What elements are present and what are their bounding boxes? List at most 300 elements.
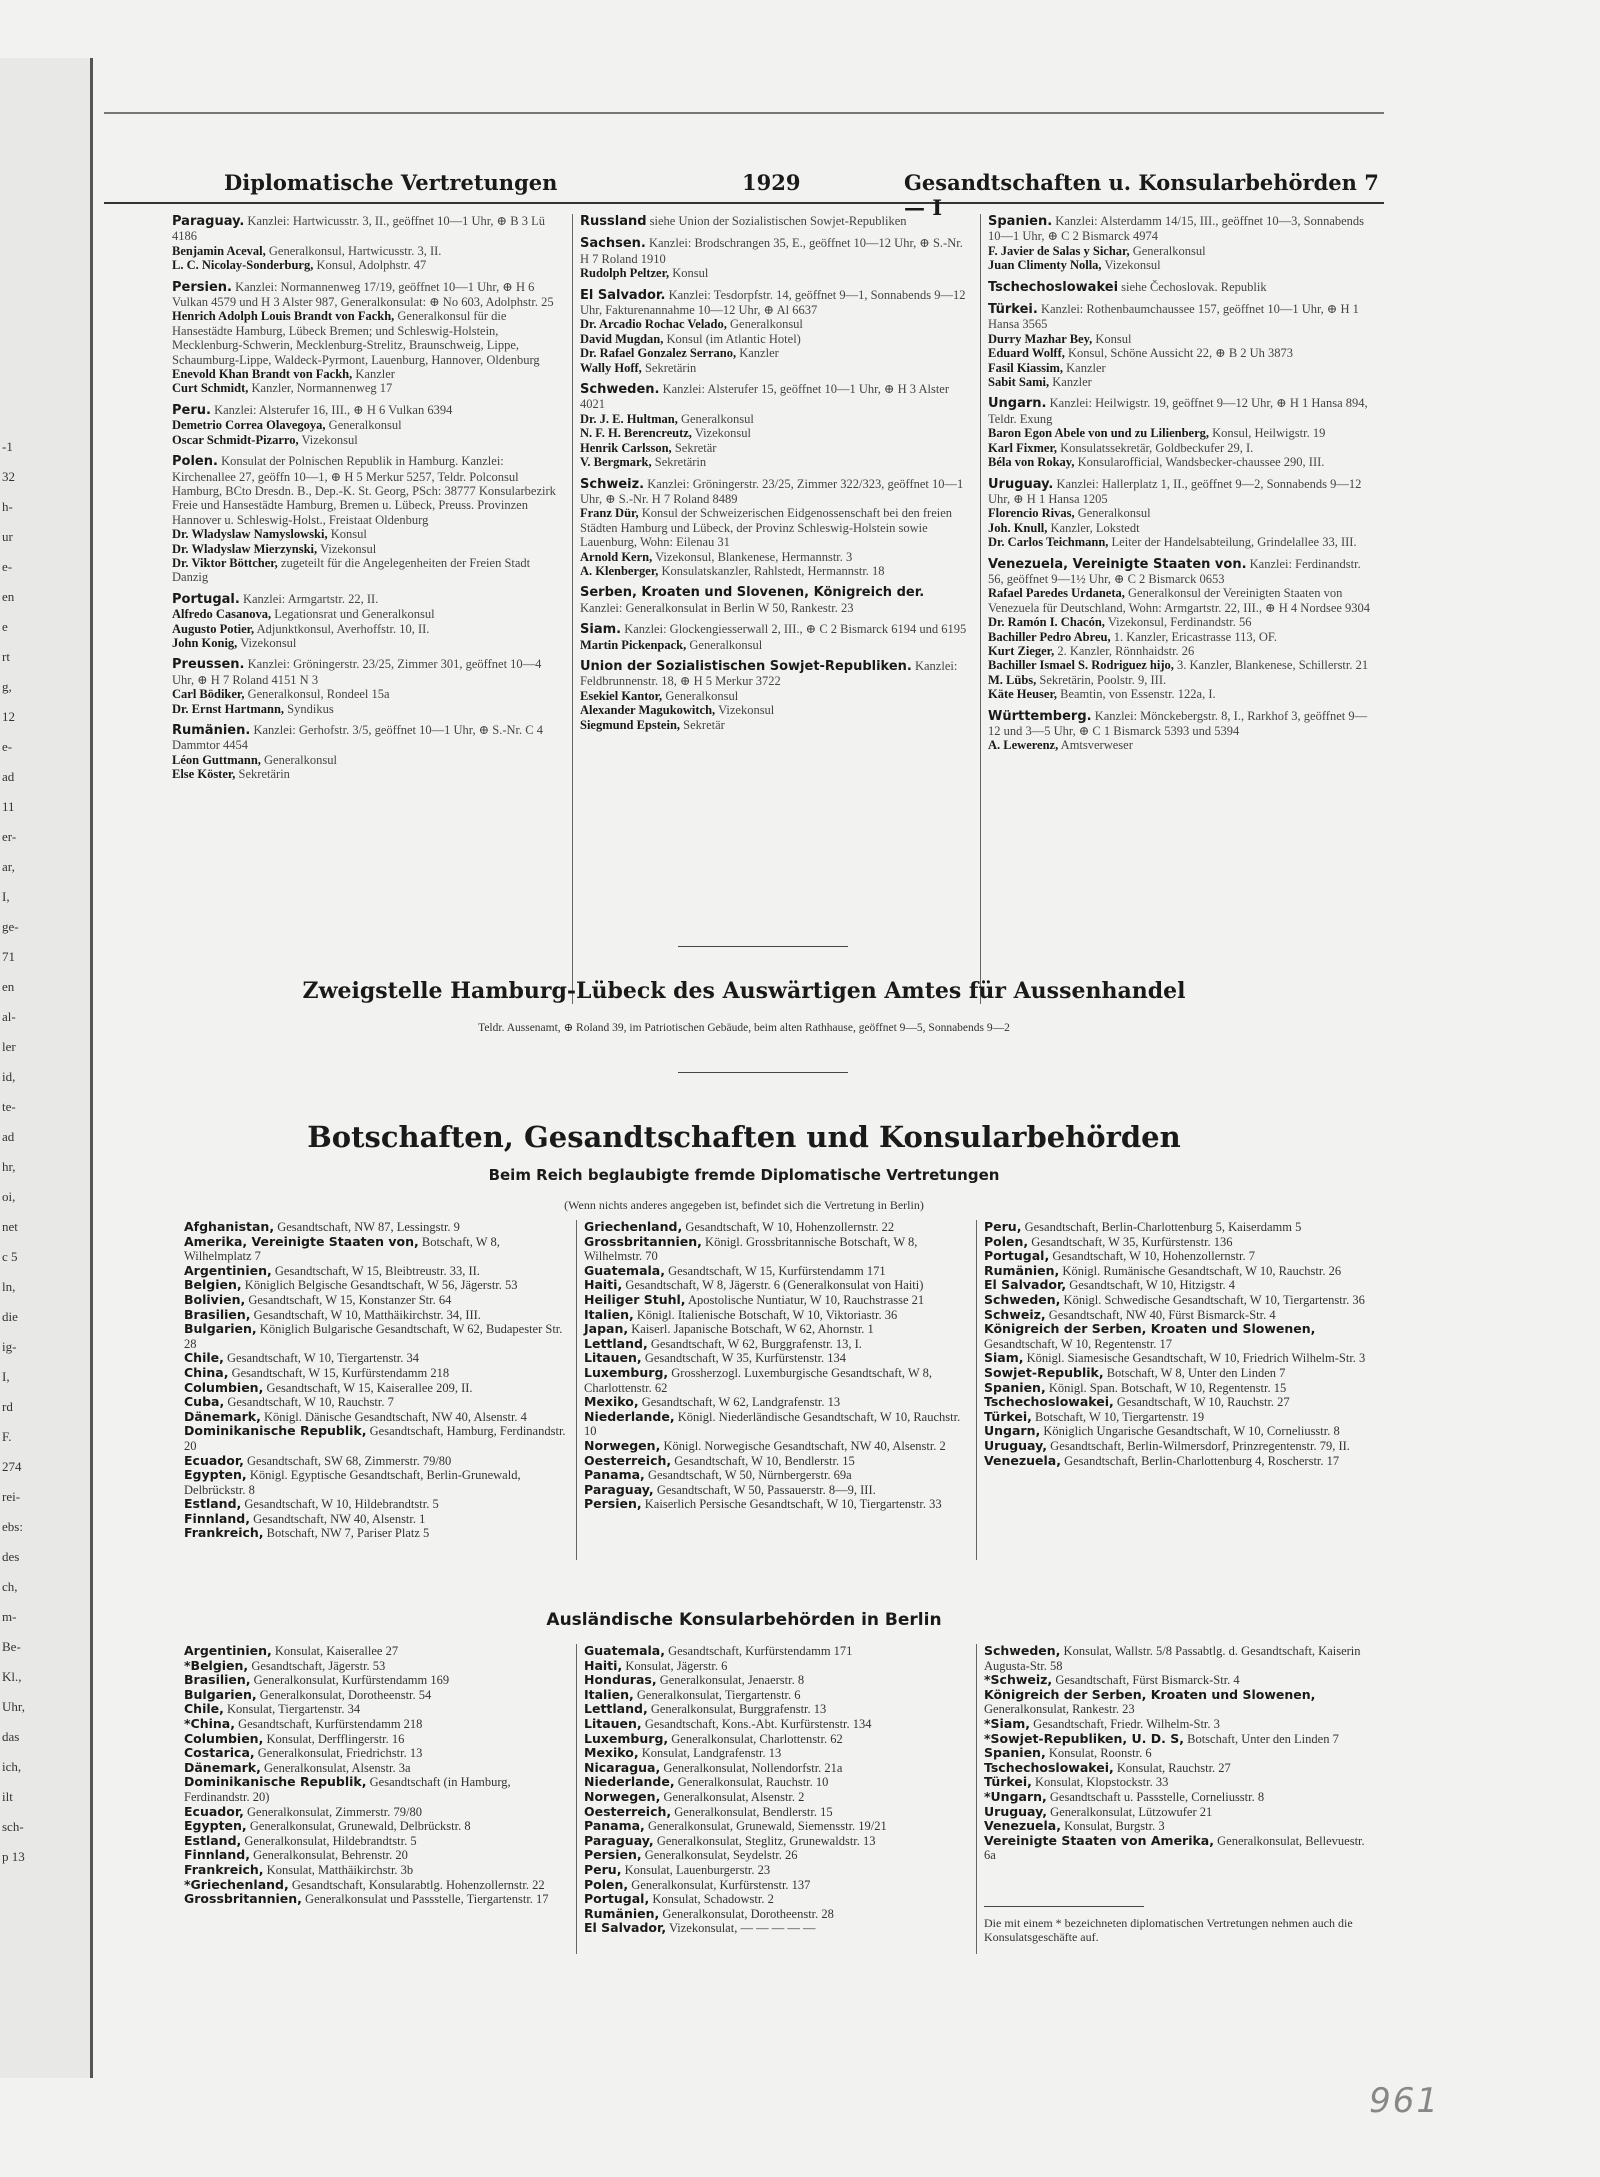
staff-role: Konsul der Schweizerischen Eidgenossenschaft bei den freien Städten Hamburg und Lübeck, der Provinz Schleswig-Holstein sowie Lauenburg, Wohn: Eilenau 31 [580,506,953,550]
address-details: Botschaft, W 8, Wilhelmplatz 7 [184,1234,500,1264]
staff-row [172,556,560,585]
country-name: Portugal, [584,1891,650,1907]
strip-fragment: 12 [2,709,15,724]
country-name: *Belgien, [184,1657,249,1673]
staff-name: Dr. Arcadio Rochac Velado, [580,317,727,332]
country-name: Preussen. [172,657,245,673]
office-details: Kanzlei: Glockengiesserwall 2, III., ⊕ C 2 Bismarck 6194 und 6195 [624,622,967,637]
list-item [584,1848,969,1863]
address-details: Generalkonsulat, Alsenstr. 2 [663,1789,805,1804]
list-item [584,1220,969,1235]
staff-role: 3. Kanzler, Blankenese, Schillerstr. 21 [1177,658,1369,673]
staff-role: Generalkonsul [680,411,754,426]
staff-role: Sekretär [674,440,717,455]
country-name: *China, [184,1715,235,1731]
country-name: China, [184,1364,229,1380]
country-name: Russland [580,214,647,229]
list-item [584,1322,969,1337]
strip-fragment: 32 [2,469,15,484]
strip-fragment: ich, [2,1759,22,1774]
list-item [984,1278,1369,1293]
office-details: Kanzlei: Generalkonsulat in Berlin W 50, Rankestr. 23 [580,600,854,615]
list-item [984,1454,1369,1469]
country-name: Türkei. [988,302,1038,318]
country-name: *Griechenland, [184,1876,289,1892]
konsular-column-3 [984,1644,1369,1863]
list-item [984,1732,1369,1747]
country-name: Bulgarien, [184,1321,257,1337]
address-details: Königl. Egyptische Gesandtschaft, Berlin-Grunewald, Delbrückstr. 8 [184,1468,521,1497]
country-name: Estland, [184,1832,242,1848]
staff-row [580,718,968,732]
country-name: Venezuela, [984,1452,1061,1468]
office-details: Kanzlei: Normannenweg 17/19, geöffnet 10—1 Uhr, ⊕ H 6 Vulkan 4579 und H 3 Alster 987, Generalkonsulat: ⊕ No 603, Adolphstr. 25 [172,279,554,310]
staff-role: Konsul, Heilwigstr. 19 [1212,426,1326,441]
staff-role: Konsul [1095,331,1132,346]
header-right: Gesandtschaften u. Konsularbehörden 7— I [904,170,1379,220]
strip-fragment: ilt [2,1789,13,1804]
address-details: Generalkonsulat, Kurfürstendamm 169 [253,1673,450,1688]
address-details: Vizekonsulat, — — — — — [669,1921,816,1936]
list-item [984,1424,1369,1439]
country-name: Columbien, [184,1379,264,1395]
address-details: Gesandtschaft, Konsularabtlg. Hohenzollernstr. 22 [291,1877,545,1892]
country-name: Venezuela, Vereinigte Staaten von. [988,556,1247,572]
staff-name: Henrich Adolph Louis Brandt von Fackh, [172,309,395,324]
staff-name: Dr. Ernst Hartmann, [172,701,285,716]
country-name: Amerika, Vereinigte Staaten von, [184,1233,419,1249]
staff-row [580,441,968,455]
list-item [184,1512,569,1527]
country-name: Dänemark, [184,1408,261,1424]
pencil-page-number: 961 [1369,2081,1440,2121]
address-details: Apostolische Nuntiatur, W 10, Rauchstrasse 21 [687,1292,925,1307]
country-name: Italien, [584,1306,634,1322]
country-name: El Salvador. [580,287,666,303]
list-item [584,1659,969,1674]
staff-row [172,381,560,395]
address-details: Generalkonsulat, Grunewald, Delbrückstr. 8 [249,1819,471,1834]
address-details: Generalkonsulat, Burggrafenstr. 13 [650,1702,827,1717]
staff-row [580,346,968,360]
botschaften-note: (Wenn nichts anderes angegeben ist, befindet sich die Vertretung in Berlin) [564,1198,924,1212]
consulate-entry [580,382,968,469]
office-details: siehe Union der Sozialistischen Sowjet-Republiken [649,214,907,228]
staff-row [580,361,968,375]
country-name: Peru, [584,1861,622,1877]
address-details: Generalkonsulat, Tiergartenstr. 6 [636,1687,801,1702]
separator-line [678,946,848,947]
header-left: Diplomatische Vertretungen [224,170,558,195]
country-name: Costarica, [184,1745,255,1761]
strip-fragment: c 5 [2,1249,18,1264]
list-item [584,1761,969,1776]
staff-name: Rafael Paredes Urdaneta, [988,586,1125,601]
staff-row [580,564,968,578]
list-item [584,1863,969,1878]
address-details: Konsulat, Matthäikirchstr. 3b [266,1862,414,1877]
staff-name: Alexander Magukowitch, [580,703,716,718]
address-details: Gesandtschaft, W 10, Rauchstr. 7 [227,1395,394,1410]
staff-role: Syndikus [287,701,334,716]
zweigstelle-subtitle: Teldr. Aussenamt, ⊕ Roland 39, im Patriotischen Gebäude, beim alten Rathhause, geöffnet 9—5, Sonnabends 9—2 [478,1022,1010,1034]
staff-row [172,309,560,367]
staff-row [988,361,1376,375]
country-name: Peru. [172,402,211,418]
strip-fragment: ln, [2,1279,16,1294]
country-name: Haiti, [584,1277,623,1293]
staff-role: Kanzler [355,367,395,382]
country-name: Rumänien, [984,1262,1060,1278]
country-name: *Sowjet-Republiken, U. D. S, [984,1730,1184,1746]
list-item [184,1293,569,1308]
staff-row [988,521,1376,535]
office-details: Kanzlei: Alsterufer 15, geöffnet 10—1 Uhr, ⊕ H 3 Alster 4021 [580,382,950,412]
address-details: Gesandtschaft u. Passstelle, Corneliusstr. 8 [1049,1789,1265,1804]
staff-name: Béla von Rokay, [988,455,1075,470]
address-details: Gesandtschaft, Berlin-Wilmersdorf, Prinzregentenstr. 79, II. [1050,1438,1350,1453]
konsular-column-1 [184,1644,569,1907]
country-name: Türkei, [984,1408,1032,1424]
office-details: Kanzlei: Gröningerstr. 23/25, Zimmer 301, geöffnet 10—4 Uhr, ⊕ H 7 Roland 4151 N 3 [172,657,542,687]
consulate-entry [988,557,1376,702]
staff-name: Bachiller Ismael S. Rodriguez hijo, [988,658,1174,673]
staff-name: Else Köster, [172,767,236,782]
botschaften-column-3 [984,1220,1369,1468]
staff-name: Léon Guttmann, [172,752,261,767]
staff-row [988,332,1376,346]
office-details: Kanzlei: Tesdorpfstr. 14, geöffnet 9—1, Sonnabends 9—12 Uhr, Fakturenannahme 10—12 Uhr, ⊕ Al 6637 [580,287,966,318]
staff-role: Generalkonsul [665,688,739,703]
staff-name: N. F. H. Berencreutz, [580,426,692,441]
country-name: Mexiko, [584,1394,639,1410]
address-details: Generalkonsulat, Alsenstr. 3a [264,1760,411,1775]
strip-fragment: er- [2,829,17,844]
address-details: Königlich Belgische Gesandtschaft, W 56, Jägerstr. 53 [244,1278,518,1293]
botschaften-column-1 [184,1220,569,1541]
staff-role: Beamtin, von Essenstr. 122a, I. [1060,687,1216,702]
staff-name: Franz Dür, [580,506,639,521]
address-details: Konsulat, Derfflingerstr. 16 [266,1731,405,1746]
list-item [984,1805,1369,1820]
staff-name: Baron Egon Abele von und zu Lilienberg, [988,426,1209,441]
office-details: Konsulat der Polnischen Republik in Hamburg. Kanzlei: Kirchenallee 27, geöffn 10—1, ⊕ H 5 Merkur 5257, Teldr. Polconsul Hamburg, BCto Dresdn. B., Dep.-K. St. Georg, PSch: 38777 Konsularbezirk Freie und Hansestädte Hamburg, Bremen u. Lübeck, Preuss. Provinzen Hannover u. Schleswig-Holst., Freistaat Oldenburg [172,454,556,527]
list-item [584,1410,969,1439]
address-details: Gesandtschaft, Berlin-Charlottenburg 4, Roscherstr. 17 [1064,1453,1340,1468]
consulate-entry [172,592,560,651]
staff-row [988,375,1376,389]
office-details: Kanzlei: Gröningerstr. 23/25, Zimmer 322/323, geöffnet 10—1 Uhr, ⊕ S.-Nr. H 7 Roland 8489 [580,476,964,506]
adjacent-page-strip [0,58,93,2078]
strip-fragment: I, [2,1369,10,1384]
list-item [984,1746,1369,1761]
staff-role: Leiter der Handelsabteilung, Grindelallee 33, III. [1111,535,1357,550]
address-details: Kaiserlich Persische Gesandtschaft, W 10, Tiergartenstr. 33 [644,1497,942,1512]
zweigstelle-title: Zweigstelle Hamburg-Lübeck des Auswärtigen Amtes für Aussenhandel [302,978,1186,1004]
address-details: Königl. Grossbritannische Botschaft, W 8, Wilhelmstr. 70 [584,1234,918,1264]
strip-fragment: en [2,589,15,604]
country-name: Schweiz. [580,476,645,492]
country-name: Venezuela, [984,1818,1061,1834]
country-name: Persien, [584,1496,642,1512]
country-name: Cuba, [184,1394,225,1410]
strip-fragment: ad [2,1129,15,1144]
country-name: Grossbritannien, [584,1233,702,1249]
country-name: Vereinigte Staaten von Amerika, [984,1832,1214,1848]
country-name: Tschechoslowakei, [984,1759,1114,1775]
staff-role: Kanzler [1052,375,1092,390]
list-item [584,1644,969,1659]
country-name: Estland, [184,1496,242,1512]
staff-row [172,542,560,556]
staff-row [172,636,560,650]
list-item [984,1264,1369,1279]
list-item [184,1805,569,1820]
address-details: Botschaft, W 8, Unter den Linden 7 [1106,1365,1286,1380]
country-name: Finnland, [184,1847,250,1863]
list-item [984,1351,1369,1366]
list-item [184,1688,569,1703]
staff-role: Konsul [330,527,367,542]
staff-name: Karl Fixmer, [988,440,1057,455]
office-details: Kanzlei: Hallerplatz 1, II., geöffnet 9—2, Sonnabends 9—12 Uhr, ⊕ H 1 Hansa 1205 [988,476,1362,506]
staff-name: John Konig, [172,635,238,650]
country-name: Ungarn, [984,1423,1041,1439]
country-name: Egypten, [184,1467,247,1483]
address-details: Generalkonsulat, Rauchstr. 10 [677,1775,829,1790]
address-details: Kaiserl. Japanische Botschaft, W 62, Ahornstr. 1 [631,1322,874,1337]
list-item [984,1220,1369,1235]
address-details: Gesandtschaft, W 10, Hitzigstr. 4 [1069,1278,1236,1293]
address-details: Königl. Italienische Botschaft, W 10, Viktoriastr. 36 [636,1307,898,1322]
strip-fragment: ur [2,529,13,544]
list-item [584,1717,969,1732]
address-details: Gesandtschaft, W 10, Hildebrandtstr. 5 [244,1497,439,1512]
address-details: Generalkonsulat, Dorotheenstr. 28 [662,1906,834,1921]
list-item [184,1264,569,1279]
list-item [184,1732,569,1747]
consulate-entry [580,622,968,652]
address-details: Gesandtschaft, Kons.-Abt. Kurfürstenstr. 134 [644,1716,872,1731]
address-details: Gesandtschaft, Kurfürstendamm 171 [668,1644,853,1658]
country-name: Nicaragua, [584,1759,661,1775]
list-item [184,1454,569,1469]
list-item [184,1468,569,1497]
staff-name: V. Bergmark, [580,455,652,470]
staff-role: Konsul, Schöne Aussicht 22, ⊕ B 2 Uh 3873 [1068,346,1294,361]
country-name: Litauen, [584,1350,642,1366]
staff-role: Konsul (im Atlantic Hotel) [666,331,801,346]
address-details: Generalkonsulat, Bendlerstr. 15 [674,1804,833,1819]
strip-fragment: Be- [2,1639,21,1654]
staff-row [172,687,560,701]
address-details: Gesandtschaft, W 50, Nürnbergerstr. 69a [647,1468,852,1483]
strip-fragment: net [2,1219,18,1234]
consulate-entry [580,214,968,229]
staff-role: Vizekonsul [1104,258,1161,273]
list-item [584,1337,969,1352]
staff-name: L. C. Nicolay-Sonderburg, [172,258,314,273]
address-details: Generalkonsulat, Bellevuestr. 6a [984,1833,1365,1863]
country-name: Polen, [584,1876,629,1892]
staff-role: Sekretärin [644,360,697,375]
address-details: Botschaft, W 10, Tiergartenstr. 19 [1035,1409,1205,1424]
list-item [184,1717,569,1732]
staff-row [580,689,968,703]
list-item [584,1235,969,1264]
country-name: Egypten, [184,1818,247,1834]
address-details: Botschaft, Unter den Linden 7 [1187,1731,1339,1746]
consulate-entry [580,659,968,732]
office-details: Kanzlei: Alsterdamm 14/15, III., geöffnet 10—3, Sonnabends 10—1 Uhr, ⊕ C 2 Bismarck 4974 [988,214,1365,244]
staff-role: Generalkonsul [689,637,763,652]
list-item [584,1293,969,1308]
strip-fragment: p 13 [2,1849,25,1864]
staff-row [580,703,968,717]
staff-name: Joh. Knull, [988,520,1048,535]
consulate-entry [580,236,968,280]
country-name: Spanien, [984,1745,1046,1761]
strip-fragment: ebs: [2,1519,23,1534]
staff-role: Sekretär [683,717,725,732]
address-details: Gesandtschaft, NW 87, Lessingstr. 9 [277,1220,460,1234]
country-name: Paraguay, [584,1481,654,1497]
staff-row [988,630,1376,644]
staff-row [172,367,560,381]
address-details: Gesandtschaft, W 62, Landgrafenstr. 13 [641,1395,841,1410]
country-name: Portugal. [172,591,240,607]
address-details: Gesandtschaft, Hamburg, Ferdinandstr. 20 [184,1424,566,1453]
country-name: Rumänien, [584,1905,660,1921]
strip-fragment: m- [2,1609,17,1624]
staff-name: Fasil Kiassim, [988,360,1064,375]
column-divider [976,1644,977,1954]
staff-role: Generalkonsul [1077,506,1151,521]
staff-row [172,753,560,767]
country-name: Oesterreich, [584,1803,672,1819]
staff-row [580,266,968,280]
consulate-entry [580,477,968,579]
country-name: Haiti, [584,1657,623,1673]
address-details: Gesandtschaft, SW 68, Zimmerstr. 79/80 [247,1453,452,1468]
strip-fragment: hr, [2,1159,16,1174]
staff-role: Sekretärin, Poolstr. 9, III. [1039,672,1167,687]
country-name: Persien, [584,1847,642,1863]
country-name: Paraguay. [172,214,245,229]
address-details: Königl. Siamesische Gesandtschaft, W 10, Friedrich Wilhelm-Str. 3 [1026,1351,1366,1366]
staff-row [988,506,1376,520]
list-item [184,1410,569,1425]
strip-fragment: das [2,1729,20,1744]
address-details: Gesandtschaft, W 10, Matthäikirchstr. 34, III. [253,1307,481,1322]
office-details: Kanzlei: Hartwicusstr. 3, II., geöffnet 10—1 Uhr, ⊕ B 3 Lü 4186 [172,214,545,244]
staff-name: Dr. Wladyslaw Namyslowski, [172,527,328,542]
staff-role: Adjunktkonsul, Averhoffstr. 10, II. [256,621,430,636]
staff-role: Sekretärin [238,767,290,782]
staff-role: Konsulatssekretär, Goldbeckufer 29, I. [1060,440,1254,455]
list-item [584,1732,969,1747]
staff-role: Vizekonsul, Blankenese, Hermannstr. 3 [655,549,853,564]
staff-name: Wally Hoff, [580,360,642,375]
staff-name: Augusto Potier, [172,621,255,636]
address-details: Gesandtschaft, Fürst Bismarck-Str. 4 [1055,1673,1240,1688]
country-name: Tschechoslowakei [988,279,1119,295]
list-item [984,1381,1369,1396]
country-name: Grossbritannien, [184,1891,302,1907]
country-name: El Salvador, [984,1277,1067,1293]
list-item [584,1395,969,1410]
country-name: Dominikanische Republik, [184,1774,367,1790]
strip-fragment: h- [2,499,13,514]
strip-fragment: g, [2,679,12,694]
strip-fragment: e- [2,559,13,574]
konsular-column-2 [584,1644,969,1936]
address-details: Konsulat, Wallstr. 5/8 Passabtlg. d. Gesandtschaft, Kaiserin Augusta-Str. 58 [984,1644,1361,1673]
list-item [584,1366,969,1395]
address-details: Konsulat, Kaiserallee 27 [274,1644,399,1658]
address-details: Gesandtschaft, W 35, Kurfürstenstr. 134 [644,1351,847,1366]
staff-name: Siegmund Epstein, [580,717,681,732]
country-name: Niederlande, [584,1408,675,1424]
address-details: Generalkonsulat, Nollendorfstr. 21a [663,1760,843,1775]
consulate-entry [172,280,560,396]
staff-row [988,258,1376,272]
list-item [584,1673,969,1688]
address-details: Generalkonsulat, Behrenstr. 20 [253,1848,408,1863]
country-name: Honduras, [584,1672,657,1688]
strip-fragment: sch- [2,1819,24,1834]
list-item [184,1235,569,1264]
address-details: Generalkonsulat, Steglitz, Grunewaldstr. 13 [656,1833,876,1848]
address-details: Gesandtschaft, W 15, Kaiserallee 209, II. [266,1380,473,1395]
country-name: Norwegen, [584,1437,661,1453]
staff-name: Enevold Khan Brandt von Fackh, [172,367,353,382]
staff-row [988,535,1376,549]
address-details: Gesandtschaft, NW 40, Fürst Bismarck-Str. 4 [1048,1307,1276,1322]
consulate-entry [172,454,560,585]
list-item [984,1834,1369,1863]
address-details: Gesandtschaft, W 15, Kurfürstendamm 218 [231,1365,450,1380]
consulate-entry [172,657,560,716]
list-item [984,1775,1369,1790]
address-details: Konsulat, Roonstr. 6 [1048,1746,1152,1761]
list-item [584,1775,969,1790]
list-item [984,1717,1369,1732]
list-item [184,1424,569,1453]
strip-fragment: 71 [2,949,15,964]
address-details: Gesandtschaft, W 35, Kurfürstenstr. 136 [1031,1234,1233,1249]
country-name: Luxemburg, [584,1730,669,1746]
consulate-entry [172,214,560,273]
column-divider [576,1644,577,1954]
country-name: Württemberg. [988,708,1092,724]
list-item [184,1863,569,1878]
list-item [584,1878,969,1893]
staff-role: Konsul [672,266,709,281]
consulate-entry [172,403,560,447]
staff-row [580,506,968,549]
strip-fragment: ch, [2,1579,18,1594]
botschaften-column-2 [584,1220,969,1512]
konsular-title: Ausländische Konsularbehörden in Berlin [546,1610,942,1630]
staff-name: Arnold Kern, [580,549,653,564]
address-details: Gesandtschaft, W 62, Burggrafenstr. 13, I. [650,1336,862,1351]
country-name: Dänemark, [184,1759,261,1775]
list-item [184,1644,569,1659]
address-details: Gesandtschaft, W 10, Hohenzollernstr. 7 [1052,1249,1255,1264]
country-name: Frankreich, [184,1861,264,1877]
staff-role: 2. Kanzler, Rönnhaidstr. 26 [1057,643,1195,658]
